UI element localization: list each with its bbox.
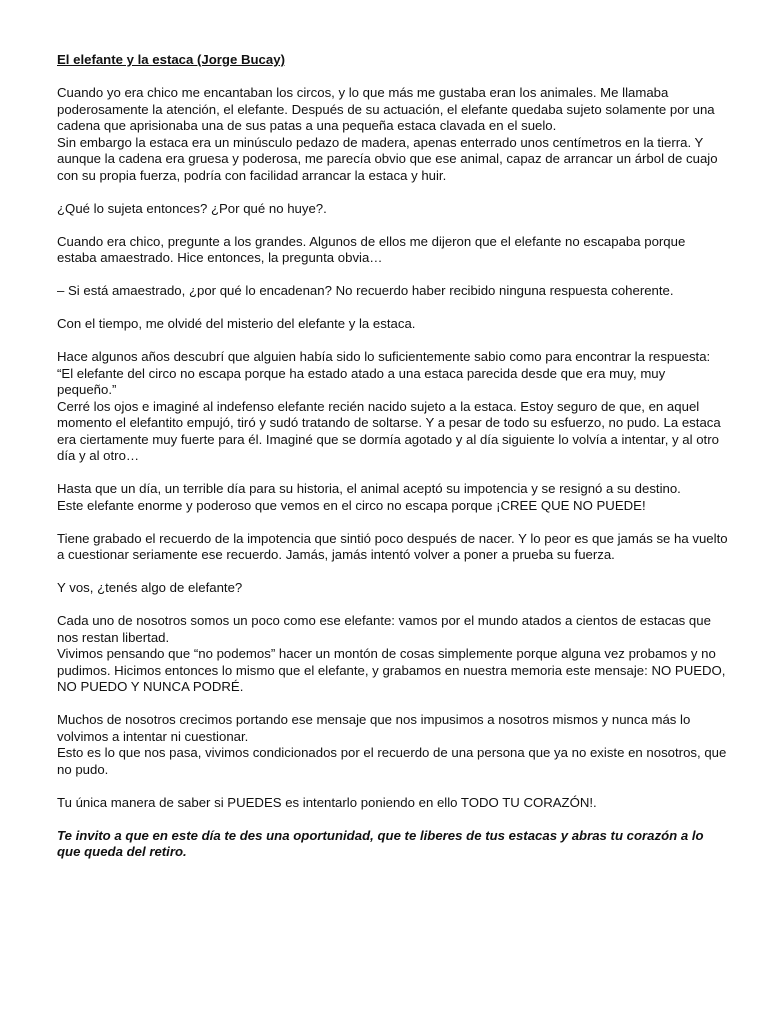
paragraph-only-way: [57, 795, 728, 812]
paragraph-line: Cerré los ojos e imaginé al indefenso elefante recién nacido sujeto a la estaca. Estoy seguro de que, en aquel momento el elefantito empujó, tiró y sudó tratando de soltarse. Y a pesar de todo su esfuerzo, no pudo. La estaca era ciertamente muy fuerte para él. Imaginé que se dormía agotado y al día siguiente lo volvía a intentar, y al otro día y al otro…: [57, 398, 721, 463]
document-title: El elefante y la estaca (Jorge Bucay): [57, 52, 285, 67]
paragraph-line: Hace algunos años descubrí que alguien había sido lo suficientemente sabio como para encontrar la respuesta: “El elefante del circo no escapa porque ha estado atado a una estaca parecida desde que era muy, muy pequeño.”: [57, 349, 711, 397]
paragraph-answer: [57, 349, 728, 465]
paragraph-line: Sin embargo la estaca era un minúsculo pedazo de madera, apenas enterrado unos centímetros en la tierra. Y aunque la cadena era gruesa y poderosa, me parecía obvio que ese animal, capaz de arrancar un árbol de cuajo con su propia fuerza, podría con facilidad arrancar la estaca y huir.: [57, 134, 718, 183]
paragraph-circus-memory: [57, 85, 728, 184]
paragraph-memory-of-impotence: [57, 531, 728, 564]
paragraph-line: Tu única manera de saber si PUEDES es intentarlo poniendo en ello TODO TU CORAZÓN!.: [57, 794, 597, 810]
closing-invitation: Te invito a que en este día te des una oportunidad, que te liberes de tus estacas y abras tu corazón a lo que queda del retiro.: [57, 827, 704, 859]
paragraph-line: Con el tiempo, me olvidé del misterio del elefante y la estaca.: [57, 316, 416, 331]
paragraph-line: – Si está amaestrado, ¿por qué lo encadenan? No recuerdo haber recibido ninguna respuesta coherente.: [57, 283, 674, 298]
paragraph-line: Y vos, ¿tenés algo de elefante?: [57, 580, 243, 595]
paragraph-each-of-us: [57, 613, 728, 696]
paragraph-and-you: [57, 580, 728, 597]
paragraph-forgot-mystery: [57, 316, 728, 333]
paragraph-line: Cada uno de nosotros somos un poco como ese elefante: vamos por el mundo atados a cientos de estacas que nos restan libertad.: [57, 613, 711, 645]
paragraph-asked-adults: [57, 234, 728, 267]
paragraph-line: Cuando era chico, pregunte a los grandes. Algunos de ellos me dijeron que el elefante no escapaba porque estaba amaestrado. Hice entonces, la pregunta obvia…: [57, 233, 686, 265]
paragraph-question: [57, 201, 728, 218]
paragraph-resignation: [57, 481, 728, 514]
paragraph-we-grew-up: [57, 712, 728, 778]
paragraph-line: Muchos de nosotros crecimos portando ese mensaje que nos impusimos a nosotros mismos y nunca más lo volvimos a intentar ni cuestionar.: [57, 712, 691, 744]
paragraph-line: Hasta que un día, un terrible día para su historia, el animal aceptó su impotencia y se resignó a su destino.: [57, 481, 681, 496]
paragraph-obvious-question: [57, 283, 728, 300]
paragraph-line: ¿Qué lo sujeta entonces? ¿Por qué no huye?.: [57, 200, 327, 216]
paragraph-line: Este elefante enorme y poderoso que vemos en el circo no escapa porque ¡CREE QUE NO PUEDE!: [57, 497, 646, 513]
paragraph-line: Vivimos pensando que “no podemos” hacer un montón de cosas simplemente porque alguna vez probamos y no pudimos. Hicimos entonces lo mismo que el elefante, y grabamos en nuestra memoria este mensaje: NO PUEDO, NO PUEDO Y NUNCA PODRÉ.: [57, 646, 726, 694]
paragraph-line: Esto es lo que nos pasa, vivimos condicionados por el recuerdo de una persona que ya no existe en nosotros, que no pudo.: [57, 745, 727, 777]
paragraph-line: Tiene grabado el recuerdo de la impotencia que sintió poco después de nacer. Y lo peor es que jamás se ha vuelto a cuestionar seriamente ese recuerdo. Jamás, jamás intentó volver a poner a prueba su fuerza.: [57, 530, 728, 562]
paragraph-line: Cuando yo era chico me encantaban los circos, y lo que más me gustaba eran los animales. Me llamaba poderosamente la atención, el elefante. Después de su actuación, el elefante quedaba sujeto solamente por una cadena que aprisionaba una de sus patas a una pequeña estaca clavada en el suelo.: [57, 85, 715, 133]
